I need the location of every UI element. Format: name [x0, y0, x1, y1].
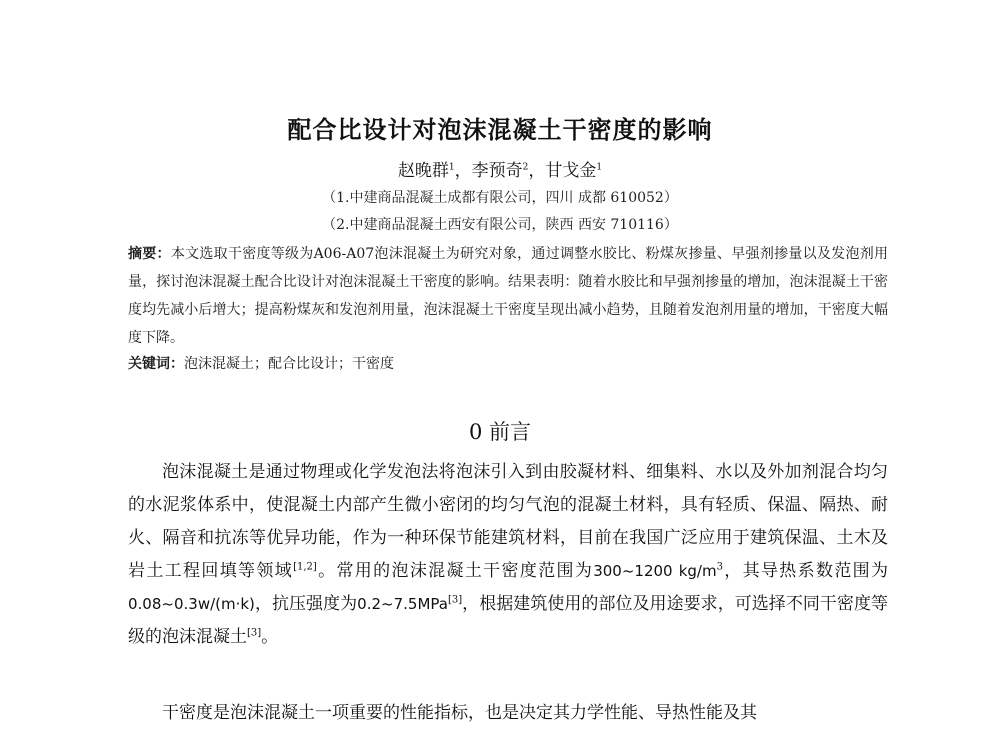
citation: [1,2] [293, 561, 317, 573]
author-name: 赵晚群 [397, 161, 449, 181]
para-text: 。 [261, 627, 279, 647]
affiliation-1: （1.中建商品混凝土成都有限公司，四川 成都 610052） [322, 190, 678, 206]
para-text: 泡沫混凝土是通过物理或化学发泡法将泡沫引入到由胶凝材料、细集料、水以及外加剂混合均匀的水泥浆体系中，使混凝土内部产生微小密闭的均匀气泡的混凝土材料，具有轻质、保温、隔热、耐火、隔音和抗冻等优异功能，作为一种环保节能建筑材料，目前在我国广泛应用于建筑保温、土木及岩土工程回填等领域 [128, 462, 888, 581]
author-name: 甘戈金 [545, 161, 597, 181]
keywords [128, 352, 888, 376]
keywords-label: 关键词： [128, 356, 184, 372]
author-affiliation-mark: 1 [448, 162, 455, 173]
para-text: ，根据建筑使用的部位及用途要求，可选择不同干密度等级的泡沫混凝土 [128, 594, 889, 647]
keywords-text: 泡沫混凝土；配合比设计；干密度 [184, 356, 394, 372]
abstract-text: 本文选取干密度等级为A06-A07泡沫混凝土为研究对象，通过调整水胶比、粉煤灰掺量、早强剂掺量以及发泡剂用量，探讨泡沫混凝土配合比设计对泡沫混凝土干密度的影响。结果表明：随着水胶比和早强剂掺量的增加，泡沫混凝土干密度均先减小后增大；提高粉煤灰和发泡剂用量，泡沫混凝土干密度呈现出减小趋势，且随着发泡剂用量的增加，干密度大幅度下降。 [128, 246, 889, 346]
abstract [128, 240, 888, 352]
affiliation-2: （2.中建商品混凝土西安有限公司，陕西 西安 710116） [322, 217, 678, 233]
para-text: ，抗压强度为 [254, 594, 358, 614]
paper-title: 配合比设计对泡沫混凝土干密度的影响 [287, 116, 713, 144]
abstract-label: 摘要： [128, 246, 171, 262]
density-exponent: 3 [716, 561, 723, 573]
para-text: ，其导热系数范围为 [722, 561, 889, 581]
body-paragraph-2: 干密度是泡沫混凝土一项重要的性能指标，也是决定其力学性能、导热性能及其 [162, 703, 757, 723]
author-affiliation-mark: 1 [596, 162, 603, 173]
author-separator: ， [528, 161, 546, 181]
citation: [3] [247, 627, 262, 639]
author-name: 李预奇 [471, 161, 523, 181]
strength-range: 0.2~7.5MPa [357, 595, 448, 613]
citation: [3] [447, 594, 463, 606]
body-paragraph-1 [128, 456, 888, 654]
para-text: 。常用的泡沫混凝土干密度范围为 [316, 561, 594, 581]
density-range: 300~1200 kg/m [593, 562, 717, 580]
author-list [0, 156, 1000, 181]
author-separator: ， [454, 161, 472, 181]
author-affiliation-mark: 2 [522, 162, 529, 173]
conductivity-range: 0.08~0.3w/(m·k) [128, 595, 255, 613]
section-heading: 0 前言 [468, 420, 532, 444]
